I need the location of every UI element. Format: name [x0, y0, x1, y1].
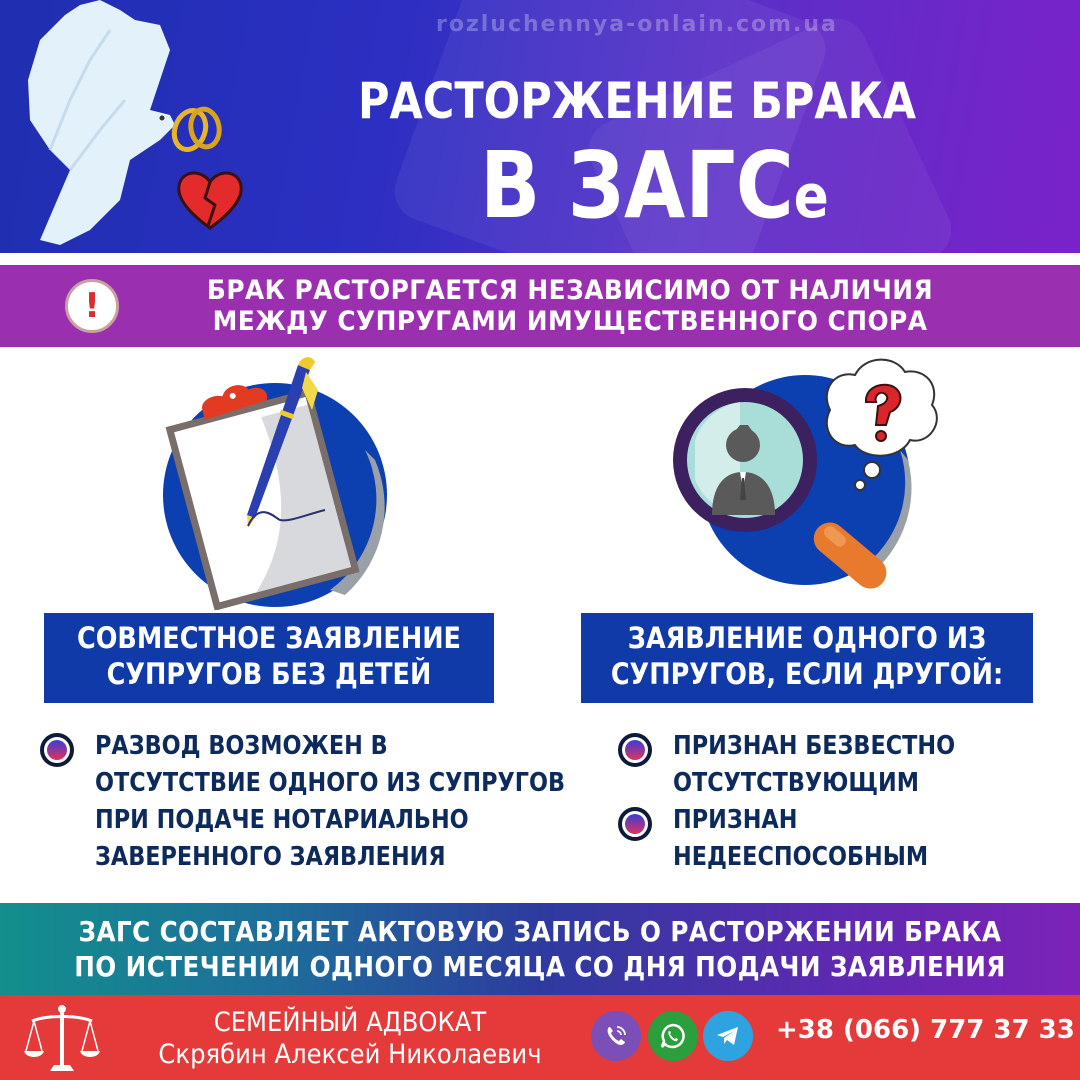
section-header-joint-application [44, 613, 494, 703]
warning-line2: МЕЖДУ СУПРУГАМИ ИМУЩЕСТВЕННОГО СПОРА [212, 306, 928, 337]
magnifier-person-question-icon [640, 350, 960, 610]
warning-text [174, 275, 965, 337]
bullet-text: ЗАВЕРЕННОГО ЗАЯВЛЕНИЯ [95, 842, 446, 872]
page-title-line2 [480, 132, 829, 239]
website-watermark: rozluchennya-onlain.com.ua [436, 12, 838, 37]
viber-icon [601, 1021, 631, 1051]
bullet-list-left [40, 728, 566, 876]
whatsapp-icon [657, 1020, 689, 1052]
section-title-line1: СОВМЕСТНОЕ ЗАЯВЛЕНИЕ [77, 621, 461, 655]
list-item [618, 728, 1058, 802]
exclamation-icon [65, 279, 119, 333]
footer [0, 995, 1080, 1080]
scales-of-justice-icon [22, 1003, 102, 1075]
lawyer-role: СЕМЕЙНЫЙ АДВОКАТ [213, 1007, 487, 1038]
lawyer-info [130, 1007, 570, 1071]
bullet-text: ПРИЗНАН БЕЗВЕСТНО [673, 731, 956, 761]
phone-number[interactable]: +38 (066) 777 37 33 [776, 1015, 1075, 1045]
dove-icon [10, 0, 270, 253]
warning-band [0, 265, 1080, 347]
section-title-line1: ЗАЯВЛЕНИЕ ОДНОГО ИЗ [627, 621, 987, 655]
page-title-line1: РАСТОРЖЕНИЕ БРАКА [358, 72, 917, 130]
section-title-line2: СУПРУГОВ, ЕСЛИ ДРУГОЙ: [610, 657, 1004, 691]
exclamation-glyph: ! [84, 286, 100, 326]
bullet-dot-icon [40, 733, 74, 767]
warning-line1: БРАК РАСТОРГАЕТСЯ НЕЗАВИСИМО ОТ НАЛИЧИЯ [206, 275, 934, 306]
whatsapp-button[interactable] [648, 1011, 698, 1061]
title-suffix: е [793, 162, 829, 232]
bullet-text: ОТСУТСТВИЕ ОДНОГО ИЗ СУПРУГОВ [95, 768, 566, 798]
section-header-single-application [581, 613, 1033, 703]
bullet-text: РАЗВОД ВОЗМОЖЕН В [95, 731, 388, 761]
telegram-icon [713, 1021, 743, 1051]
bullet-list-right [618, 728, 1058, 876]
bullet-text: НЕДЕЕСПОСОБНЫМ [673, 842, 929, 872]
bullet-dot-icon [618, 807, 652, 841]
note-line2: ПО ИСТЕЧЕНИИ ОДНОГО МЕСЯЦА СО ДНЯ ПОДАЧИ ЗАЯВЛЕНИЯ [74, 950, 1006, 983]
header-banner [0, 0, 1080, 253]
telegram-button[interactable] [703, 1011, 753, 1061]
title-main: В ЗАГС [480, 132, 794, 239]
list-item [618, 802, 1058, 876]
lawyer-name: Скрябин Алексей Николаевич [158, 1039, 542, 1070]
bullet-text: ПРИЗНАН [673, 805, 798, 835]
bullet-text: ОТСУТСТВУЮЩИМ [673, 768, 919, 798]
clipboard-pen-icon [130, 350, 390, 610]
bullet-dot-icon [618, 733, 652, 767]
section-title-line2: СУПРУГОВ БЕЗ ДЕТЕЙ [106, 657, 432, 691]
bullet-text: ПРИ ПОДАЧЕ НОТАРИАЛЬНО [95, 805, 469, 835]
viber-button[interactable] [591, 1011, 641, 1061]
note-line1: ЗАГС СОСТАВЛЯЕТ АКТОВУЮ ЗАПИСЬ О РАСТОРЖЕНИИ БРАКА [78, 915, 1002, 948]
note-text [0, 914, 1080, 984]
list-item [40, 728, 566, 876]
note-band [0, 903, 1080, 995]
